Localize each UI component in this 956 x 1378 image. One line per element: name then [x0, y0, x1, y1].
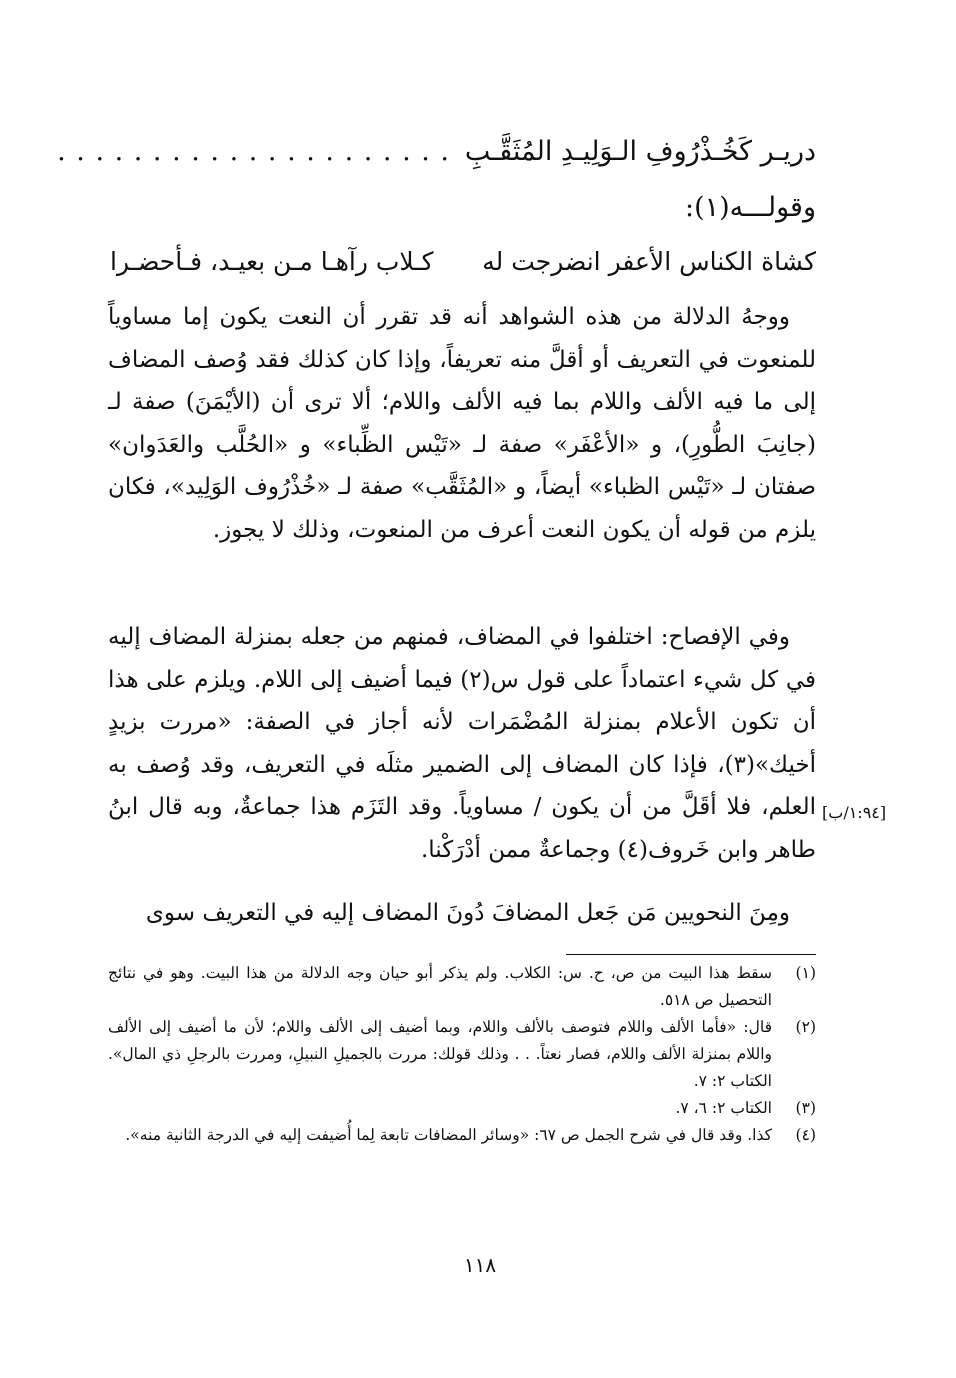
page-number: ١١٨ [463, 1253, 497, 1277]
footnote-number: (٢) [795, 1018, 816, 1036]
paragraph-3-text: ومِنَ النحويين مَن جَعل المضافَ دُونَ المضاف إليه في التعريف سوى [145, 900, 790, 926]
footnote-text: كذا. وقد قال في شرح الجمل ص ٦٧: «وسائر المضافات تابعة لِما أُضيفت إليه في الدرجة الثانية منه». [125, 1126, 772, 1144]
paragraph-3 [108, 892, 816, 935]
verse-top-hemistich-right: دريـر كَخُـذْرُوفِ الـوَلِيـدِ المُثَقَّـبِ [464, 136, 816, 167]
verse-second [110, 238, 816, 286]
verse-second-hemistich-left: كـلاب رآهـا مـن بعيـد، فـأحضـرا [110, 247, 434, 276]
footnote-text: قال: «فأما الألف واللام فتوصف بالألف واللام، وبما أضيف إلى الألف واللام؛ لأن ما أضيف إلى الألف واللام بمنزلة الألف واللام، فصار نعتاً. . . وذلك قولك: مررت بالجميلِ النبيلِ، ومررت بالرجلِ ذي المال». الكتاب ٢: ٧. [108, 1018, 772, 1090]
manuscript-margin-note: [١:٩٤/ب] [822, 803, 887, 822]
footnote-item [108, 1095, 816, 1122]
verse-top [57, 128, 816, 176]
footnote-number: (٤) [795, 1126, 816, 1144]
paragraph-2-text: وفي الإفصاح: اختلفوا في المضاف، فمنهم من جعله بمنزلة المضاف إليه في كل شيء اعتماداً على قول س(٢) فيما أضيف إلى اللام. ويلزم على هذا أن تكون الأعلام بمنزلة المُضْمَرات لأنه أجاز في الصفة: «مررت بزيدٍ أخيك»(٣)، فإذا كان المضاف إلى الضمير مثلَه في التعريف، وقد وُصف به العلم، فلا أقَلَّ من أن يكون / مساوياً. وقد التَزَم هذا جماعةٌ، وبه قال ابنُ طاهر وابن خَروف(٤) وجماعةٌ ممن أدْرَكْنا. [108, 624, 816, 863]
footnote-item [108, 1122, 816, 1149]
footnote-divider [566, 954, 816, 955]
footnote-number: (٣) [795, 1099, 816, 1117]
paragraph-1-text: ووجهُ الدلالة من هذه الشواهد أنه قد تقرر أن النعت يكون إما مساوياً للمنعوت في التعريف أو أقلَّ منه تعريفاً، وإذا كان كذلك فقد وُصف المضاف إلى ما فيه الألف واللام بما فيه الألف واللام؛ ألا ترى أن (الأيْمَنَ) صفة لـ (جانِبَ الطُّورِ)، و «الأعْفَر» صفة لـ «تَيْس الظِّباء» و «الحُلَّب والعَدَوان» صفتان لـ «تَيْس الظباء» أيضاً، و «المُثَقَّب» صفة لـ «خُذْرُوف الوَلِيد»، فكان يلزم من قوله أن يكون النعت أعرف من المنعوت، وذلك لا يجوز. [108, 304, 816, 543]
verse-second-hemistich-right: كشاة الكناس الأعفر انضرجت له [482, 247, 816, 276]
paragraph-1 [108, 296, 816, 551]
footnotes [108, 960, 816, 1149]
footnote-item [108, 1014, 816, 1095]
footnote-text: سقط هذا البيت من ص، ح. س: الكلاب. ولم يذكر أبو حيان وجه الدلالة من هذا البيت. وهو في نتائج التحصيل ص ٥١٨. [108, 964, 772, 1009]
footnote-number: (١) [795, 964, 816, 982]
verse-intro: وقولـــه(١): [684, 192, 816, 223]
footnote-text: الكتاب ٢: ٦، ٧. [675, 1099, 772, 1117]
paragraph-2 [108, 616, 816, 871]
verse-top-hemistich-left: . . . . . . . . . . . . . . . . . . . . . [57, 136, 450, 167]
footnote-item [108, 960, 816, 1014]
